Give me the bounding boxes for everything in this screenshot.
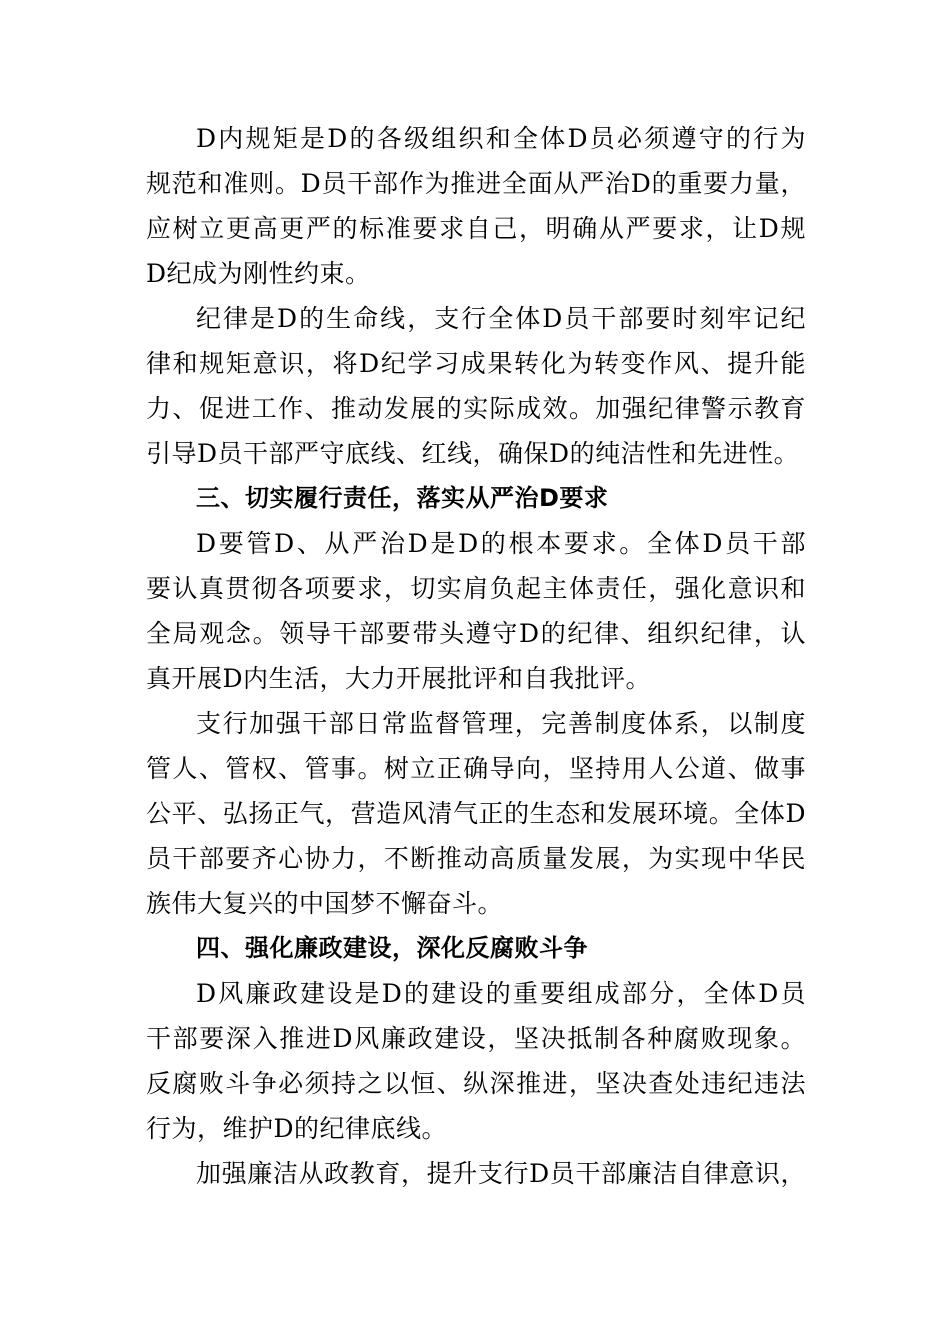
paragraph-line: 族伟大复兴的中国梦不懈奋斗。 (146, 889, 504, 918)
paragraph-line: 管人、管权、管事。树立正确导向，坚持用人公道、做事 (146, 754, 806, 783)
paragraph-line: D内规矩是D的各级组织和全体D员必须遵守的行为 (196, 124, 806, 153)
paragraph-line: 全局观念。领导干部要带头遵守D的纪律、组织纪律，认 (146, 619, 806, 648)
paragraph-education (146, 1151, 806, 1196)
paragraph-responsibility (146, 521, 806, 701)
paragraph-line: 规范和准则。D员干部作为推进全面从严治D的重要力量， (146, 169, 806, 198)
paragraph-line: 真开展D内生活，大力开展批评和自我批评。 (146, 664, 652, 693)
paragraph-line: 力、促进工作、推动发展的实际成效。加强纪律警示教育 (146, 394, 806, 423)
paragraph-integrity (146, 971, 806, 1151)
paragraph-line: 引导D员干部严守底线、红线，确保D的纯洁性和先进性。 (146, 439, 800, 468)
paragraph-supervision (146, 701, 806, 926)
paragraph-line: D要管D、从严治D是D的根本要求。全体D员干部 (196, 529, 806, 558)
paragraph-discipline (146, 296, 806, 476)
paragraph-line: 公平、弘扬正气，营造风清气正的生态和发展环境。全体D (146, 799, 806, 828)
paragraph-rules (146, 116, 806, 296)
paragraph-line: 律和规矩意识，将D纪学习成果转化为转变作风、提升能 (146, 349, 806, 378)
paragraph-line: 干部要深入推进D风廉政建设，坚决抵制各种腐败现象。 (146, 1024, 806, 1053)
paragraph-line: D纪成为刚性约束。 (146, 259, 371, 288)
paragraph-line: 纪律是D的生命线，支行全体D员干部要时刻牢记纪 (196, 304, 806, 333)
paragraph-line: D风廉政建设是D的建设的重要组成部分，全体D员 (196, 979, 806, 1008)
paragraph-line: 员干部要齐心协力，不断推动高质量发展，为实现中华民 (146, 844, 806, 873)
paragraph-line: 行为，维护D的纪律底线。 (146, 1114, 448, 1143)
paragraph-line: 加强廉洁从政教育，提升支行D员干部廉洁自律意识， (196, 1159, 806, 1188)
paragraph-line: 要认真贯彻各项要求，切实肩负起主体责任，强化意识和 (146, 574, 806, 603)
paragraph-line: 支行加强干部日常监督管理，完善制度体系，以制度 (196, 709, 806, 738)
section-heading-4: 四、强化廉政建设，深化反腐败斗争 (196, 934, 588, 962)
paragraph-line: 反腐败斗争必须持之以恒、纵深推进，坚决查处违纪违法 (146, 1069, 806, 1098)
document-body (146, 116, 806, 1196)
section-heading-3: 三、切实履行责任，落实从严治D要求 (196, 484, 609, 512)
paragraph-line: 应树立更高更严的标准要求自己，明确从严要求，让D规 (146, 214, 806, 243)
